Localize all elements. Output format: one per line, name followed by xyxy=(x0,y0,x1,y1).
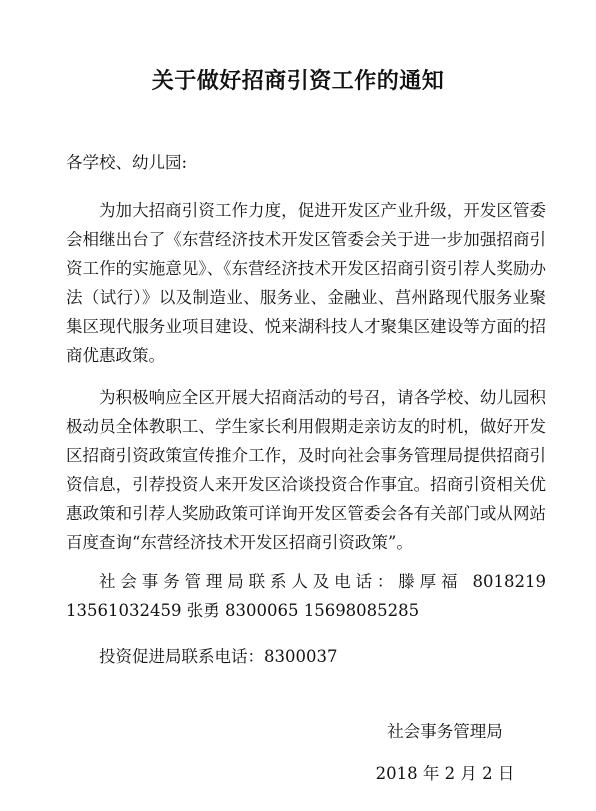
contact-investment-promotion: 投资促进局联系电话：8300037 xyxy=(99,647,338,666)
paragraph-1: 为加大招商引资工作力度，促进开发区产业升级，开发区管委会相继出台了《东营经济技术开发区管委会关于进一步加强招商引资工作的实施意见》、《东营经济技术开发区招商引资引荐人奖励办法（试行）》以及制造业、服务业、金融业、莒州路现代服务业聚集区现代服务业项目建设、悦来湖科技人才聚集区建设等方面的招商优惠政策。 xyxy=(66,201,546,365)
signature: 社会事务管理局 xyxy=(387,722,503,741)
salutation: 各学校、幼儿园: xyxy=(66,153,188,172)
document-date: 2018 年 2 月 2 日 xyxy=(375,764,515,783)
paragraph-2: 为积极响应全区开展大招商活动的号召，请各学校、幼儿园积极动员全体教职工、学生家长利用假期走亲访友的时机，做好开发区招商引资政策宣传推介工作，及时向社会事务管理局提供招商引资信息，引荐投资人来开发区洽谈投资合作事宜。招商引资相关优惠政策和引荐人奖励政策可详询开发区管委会各有关部门或从网站百度查询“东营经济技术开发区招商引资政策”。 xyxy=(66,388,546,552)
contact-social-affairs: 社会事务管理局联系人及电话：滕厚福 8018219 13561032459 张勇 8300065 15698085285 xyxy=(66,572,546,620)
document-title: 关于做好招商引资工作的通知 xyxy=(151,68,445,94)
